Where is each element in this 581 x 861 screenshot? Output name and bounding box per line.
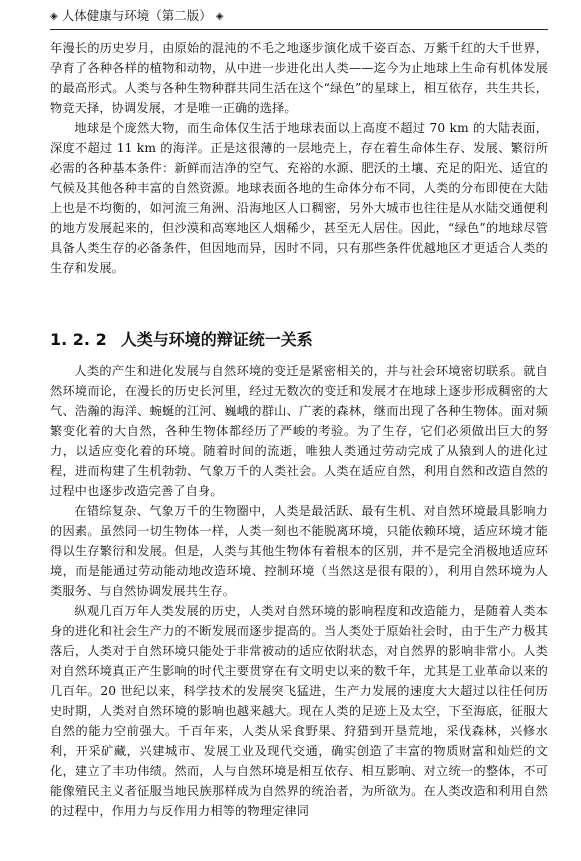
paragraph: 年漫长的历史岁月，由原始的混沌的不毛之地逐步演化成千姿百态、万紫千红的大千世界，孕育了各种各样的植物和动物，从中进一步进化出人类——迄今为止地球上生命有机体发展的最高形式。人类与各种生物种群共同生活在这个“绿色”的星球上，相互依存，共生共长，物竞天择，协调发展，才是唯一正确的选择。 — [50, 41, 548, 115]
section-body — [50, 361, 548, 821]
diamond-ornament-icon: ◈ — [215, 11, 224, 22]
diamond-ornament-icon: ◈ — [50, 11, 58, 22]
section-heading — [50, 327, 548, 353]
paragraph: 地球是个庞然大物，而生命体仅生活于地球表面以上高度不超过 70 km 的大陆表面，深度不超过 11 km 的海洋。正是这很薄的一层地壳上，存在着生命体生存、发展、繁衍所必需的各种基本条件：新鲜而洁净的空气、充裕的水源、肥沃的土壤、充足的阳光、适宜的气候及其他各种丰富的自然资源。地球表面各地的生命体分布不同，人类的分布即使在大陆上也是不均衡的，如河流三角洲、沿海地区人口稠密，另外大城市也往往是从水陆交通便利的地方发展起来的，但沙漠和高寒地区人烟稀少，甚至无人居住。因此，“绿色”的地球尽管具备人类生存的必备条件，但因地而异，因时不同，只有那些条件优越地区才更适合人类的生存和发展。 — [50, 121, 548, 275]
book-page — [50, 0, 548, 861]
section-title: 人类与环境的辩证统一关系 — [120, 330, 313, 349]
section-number: 1. 2. 2 — [50, 330, 107, 349]
paragraph: 在错综复杂、气象万千的生物圈中，人类是最活跃、最有生机、对自然环境最具影响力的因素。虽然同一切生物体一样，人类一刻也不能脱离环境，只能依赖环境，适应环境才能得以生存繁衍和发展。但是，人类与其他生物体有着根本的区别，并不是完全消极地适应环境，而是能通过劳动能动地改造环境、控制环境（当然这是很有限的），利用自然环境为人类服务、与自然协调发展共生存。 — [50, 504, 548, 598]
running-header — [50, 6, 548, 26]
paragraph: 人类的产生和进化发展与自然环境的变迁是紧密相关的，并与社会环境密切联系。就自然环境而论，在漫长的历史长河里，经过无数次的变迁和发展才在地球上逐步形成稠密的大气、浩瀚的海洋、蜿蜒的江河、巍峨的群山、广袤的森林，继而出现了各种生物体。面对频繁变化着的大自然，各种生物体都经历了严峻的考验。为了生存，它们必须做出巨大的努力，以适应变化着的环境。随着时间的流逝，唯独人类通过劳动完成了从猿到人的进化过程，进而构建了生机勃勃、气象万千的人类社会。人类在适应自然，利用自然和改造自然的过程中也逐步改造完善了自身。 — [50, 364, 548, 498]
paragraph: 纵观几百万年人类发展的历史，人类对自然环境的影响程度和改造能力，是随着人类本身的进化和社会生产力的不断发展而逐步提高的。当人类处于原始社会时，由于生产力极其落后，人类对于自然环境只能处于非常被动的适应依附状态，对自然界的影响非常小。人类对自然环境真正产生影响的时代主要贯穿在有文明史以来的数千年，尤其是工业革命以来的几百年。20 世纪以来，科学技术的发展突飞猛进，生产力发展的速度大大超过以往任何历史时期，人类对自然环境的影响也越来越大。现在人类的足迹上及太空，下至海底，征服大自然的能力空前强大。千百年来，人类从采食野果、狩猎到开垦荒地，采伐森林，兴修水利，开采矿藏，兴建城市、发展工业及现代交通，确实创造了丰富的物质财富和灿烂的文化，建立了丰功伟绩。然而，人与自然环境是相互依存、相互影响、对立统一的整体，不可能像殖民主义者征服当地民族那样成为自然界的统治者，为所欲为。在人类改造和利用自然的过程中，作用力与反作用力相等的物理定律同 — [50, 604, 548, 818]
intro-text — [50, 38, 548, 278]
header-rule — [50, 29, 548, 30]
book-title: 人体健康与环境（第二版） — [61, 8, 212, 23]
